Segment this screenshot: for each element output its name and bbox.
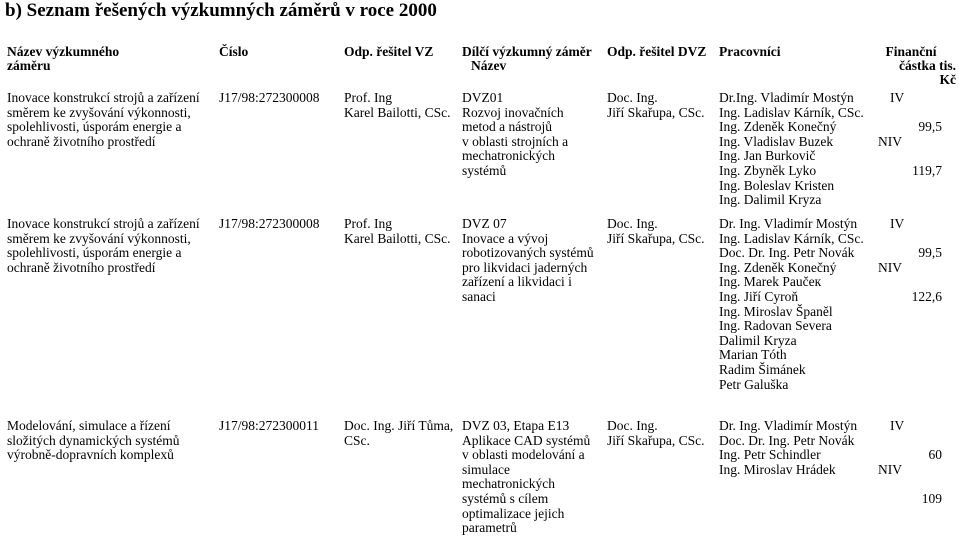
- cell-text: pro likvidaci jaderných: [462, 259, 588, 275]
- cell-text: systémů s cílem: [462, 490, 549, 506]
- cell-text: robotizovaných systémů: [462, 245, 594, 261]
- header-financni-line: Kč: [939, 72, 956, 87]
- cell-text: DVZ 03, Etapa E13: [462, 418, 570, 433]
- table-row-2-financni: [870, 217, 942, 305]
- cell-text: 119,7: [912, 162, 942, 178]
- table-row-3-nazev: [7, 419, 179, 463]
- cell-text: [870, 434, 942, 449]
- cell-text: Inovace konstrukcí strojů a zařízení: [7, 216, 200, 231]
- cell-text: Dr. Ing. Vladimír Mostýn: [719, 418, 858, 433]
- header-nazev-line: záměru: [7, 58, 51, 73]
- cell-text: Jiří Skařupa, CSc.: [607, 230, 705, 246]
- cell-text: optimalizace jejich: [462, 505, 565, 521]
- cell-text: Ing. Jan Burkovič: [719, 148, 816, 164]
- table-row-3-financni: [870, 419, 942, 507]
- cell-text: Aplikace CAD systémů: [462, 432, 591, 448]
- cell-text: 60: [928, 447, 942, 463]
- cell-text: Ing. Radovan Severa: [719, 318, 832, 334]
- table-row-1-odp-dvz: [607, 91, 705, 120]
- cell-text: systémů: [462, 162, 507, 178]
- cell-text: Doc. Ing.: [607, 418, 658, 433]
- cell-text: Inovace konstrukcí strojů a zařízení: [7, 90, 200, 105]
- cell-text: Karel Bailotti, CSc.: [344, 104, 451, 120]
- table-row-1-cislo: J17/98:272300008: [219, 90, 320, 105]
- cell-text: Inovace a vývoj: [462, 230, 549, 246]
- cell-text: v oblasti modelování a: [462, 447, 585, 463]
- cell-text: Dr. Ing. Vladimír Mostýn: [719, 216, 858, 231]
- cell-text: [870, 275, 942, 290]
- cell-text: Doc. Dr. Ing. Petr Novák: [719, 245, 855, 261]
- cell-text: spolehlivosti, úsporám energie a: [7, 119, 182, 135]
- header-odp-dvz: Odp. řešitel DVZ: [607, 44, 707, 59]
- table-row-1-odp-vz: [344, 91, 450, 120]
- cell-text: Ing. Dalimil Kryza: [719, 192, 822, 208]
- header-dilci-line: Název: [471, 58, 507, 73]
- cell-text: Ing. Ladislav Kárník, CSc.: [719, 104, 864, 120]
- cell-text: IV: [890, 216, 905, 231]
- header-dilci: [462, 45, 612, 73]
- table-row-2-cislo: J17/98:272300008: [219, 216, 320, 231]
- cell-text: CSc.: [344, 432, 370, 448]
- table-row-3-cislo: J17/98:272300011: [219, 418, 320, 433]
- cell-text: [870, 477, 942, 492]
- cell-text: Modelování, simulace a řízení: [7, 418, 171, 433]
- table-row-3-dilci: [462, 419, 590, 536]
- table-row-1-nazev: [7, 91, 200, 149]
- cell-text: Ing. Petr Schindler: [719, 447, 821, 463]
- cell-text: Karel Bailotti, CSc.: [344, 230, 451, 246]
- cell-text: Doc. Ing.: [607, 90, 658, 105]
- cell-text: DVZ01: [462, 90, 504, 105]
- cell-text: složitých dynamických systémů: [7, 432, 180, 448]
- header-pracovnici: Pracovníci: [719, 44, 781, 59]
- cell-text: 99,5: [918, 245, 942, 261]
- cell-text: zařízení a likvidaci i: [462, 274, 572, 290]
- cell-text: sanaci: [462, 288, 496, 304]
- cell-text: Marian Tóth: [719, 347, 787, 363]
- table-row-1-pracovnici: [719, 91, 864, 208]
- cell-text: spolehlivosti, úsporám energie a: [7, 245, 182, 261]
- cell-text: IV: [890, 90, 905, 105]
- cell-text: Ing. Vladislav Buzek: [719, 133, 834, 149]
- cell-text: DVZ 07: [462, 216, 507, 231]
- table-row-3-odp-dvz: [607, 419, 705, 448]
- header-financni-line: Finanční: [885, 44, 937, 59]
- cell-text: ochraně životního prostředí: [7, 133, 156, 149]
- header-financni: [866, 45, 956, 87]
- cell-text: ochraně životního prostředí: [7, 259, 156, 275]
- table-row-2-dilci: [462, 217, 594, 305]
- cell-text: Jiří Skařupa, CSc.: [607, 432, 705, 448]
- cell-text: Doc. Ing. Jiří Tůma,: [344, 418, 454, 433]
- cell-text: [870, 232, 942, 247]
- table-row-2-pracovnici: [719, 217, 864, 392]
- cell-text: Ing. Jiří Cyroň: [719, 288, 799, 304]
- cell-text: Doc. Ing.: [607, 216, 658, 231]
- cell-text: Ing. Miroslav Hrádek: [719, 461, 836, 477]
- cell-text: metod a nástrojů: [462, 119, 552, 135]
- cell-text: Ing. Zdeněk Konečný: [719, 259, 837, 275]
- cell-text: Ing. Zdeněk Konečný: [719, 119, 837, 135]
- cell-text: Prof. Ing: [344, 90, 392, 105]
- cell-text: směrem ke zvyšování výkonnosti,: [7, 230, 191, 246]
- cell-text: IV: [890, 418, 905, 433]
- cell-text: mechatronických: [462, 148, 555, 164]
- table-row-2-nazev: [7, 217, 200, 275]
- cell-text: Ing. Miroslav Španěl: [719, 303, 833, 319]
- cell-text: Ing. Ladislav Kárník, CSc.: [719, 230, 864, 246]
- cell-text: Dalimil Kryza: [719, 332, 797, 348]
- cell-text: Radim Šimánek: [719, 361, 806, 377]
- cell-text: v oblasti strojních a: [462, 133, 569, 149]
- cell-text: parametrů: [462, 520, 517, 536]
- header-nazev-line: Název výzkumného: [7, 44, 120, 59]
- cell-text: 109: [921, 490, 942, 506]
- cell-text: Rozvoj inovačních: [462, 104, 564, 120]
- cell-text: simulace: [462, 461, 510, 477]
- cell-text: směrem ke zvyšování výkonnosti,: [7, 104, 191, 120]
- table-row-3-pracovnici: [719, 419, 857, 477]
- cell-text: Prof. Ing: [344, 216, 392, 231]
- cell-text: Doc. Dr. Ing. Petr Novák: [719, 432, 855, 448]
- cell-text: [870, 106, 942, 121]
- header-financni-line: částka tis.: [899, 58, 956, 73]
- cell-text: Jiří Skařupa, CSc.: [607, 104, 705, 120]
- table-row-3-odp-vz: [344, 419, 453, 448]
- cell-text: Ing. Marek Paučeк: [719, 274, 822, 290]
- cell-text: Ing. Boleslav Kristen: [719, 177, 835, 193]
- cell-text: Ing. Zbyněk Lyko: [719, 162, 817, 178]
- page-title: b) Seznam řešených výzkumných záměrů v roce 2000: [5, 0, 437, 21]
- cell-text: Dr.Ing. Vladimír Mostýn: [719, 90, 854, 105]
- header-nazev: [7, 45, 119, 73]
- cell-text: NIV: [878, 133, 902, 149]
- cell-text: NIV: [878, 461, 902, 477]
- table-row-2-odp-dvz: [607, 217, 705, 246]
- header-cislo: Číslo: [219, 44, 249, 59]
- cell-text: 122,6: [911, 288, 942, 304]
- cell-text: Petr Galuška: [719, 376, 789, 392]
- table-row-1-financni: [870, 91, 942, 179]
- cell-text: výrobně-dopravních komplexů: [7, 447, 174, 463]
- table-row-2-odp-vz: [344, 217, 450, 246]
- header-dilci-line: Dílčí výzkumný záměr: [462, 44, 592, 59]
- cell-text: [870, 149, 942, 164]
- table-row-1-dilci: [462, 91, 568, 179]
- cell-text: mechatronických: [462, 476, 555, 492]
- cell-text: NIV: [878, 259, 902, 275]
- cell-text: 99,5: [918, 119, 942, 135]
- header-odp-vz: Odp. řešitel VZ: [344, 44, 434, 59]
